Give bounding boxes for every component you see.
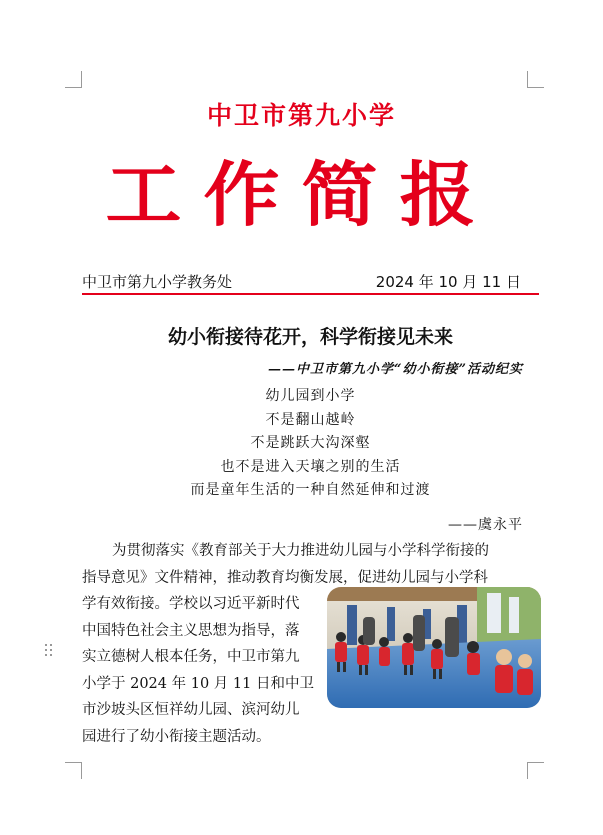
paragraph-line: 实立德树人根本任务，中卫市第九 (82, 649, 300, 665)
poem-block (82, 385, 539, 503)
poem-line: 不是翻山越岭 (265, 411, 356, 428)
photo-children-corridor-icon (327, 587, 541, 708)
crop-mark-bottom-right (527, 762, 544, 779)
poem-line: 而是童年生活的一种自然延伸和过渡 (190, 482, 431, 498)
article-title: 幼小衔接待花开，科学衔接见未来 (167, 326, 453, 348)
paragraph-line: 小学于 2024 年 10 月 11 日和中卫 (82, 675, 314, 692)
crop-mark-bottom-left (65, 762, 82, 779)
issuer-label: 中卫市第九小学教务处 (82, 273, 233, 291)
header-divider (82, 293, 539, 295)
paragraph-line: 学有效衔接。学校以习近平新时代 (82, 596, 300, 612)
poem-author: ——虞永平 (448, 517, 523, 533)
paragraph-line: 中国特色社会主义思想为指导，落 (82, 622, 300, 639)
article-subtitle: ——中卫市第九小学“幼小衔接”活动纪实 (268, 362, 523, 377)
crop-mark-top-left (65, 71, 82, 88)
crop-mark-top-right (527, 71, 544, 88)
issue-date: 2024 年 10 月 11 日 (375, 273, 521, 291)
drag-handle-icon[interactable] (45, 644, 54, 658)
poem-line: 也不是进入天壤之别的生活 (220, 458, 401, 475)
poem-line: 不是跳跃大沟深壑 (250, 435, 371, 451)
school-name: 中卫市第九小学 (206, 101, 396, 130)
paragraph-line: 园进行了幼小衔接主题活动。 (82, 728, 271, 745)
masthead-title: 工作简报 (105, 153, 498, 236)
paragraph-line: 市沙坡头区恒祥幼儿园、滨河幼儿 (82, 702, 300, 718)
poem-line: 幼儿园到小学 (265, 388, 356, 404)
paragraph-line: 为贯彻落实《教育部关于大力推进幼儿园与小学科学衔接的 (112, 543, 489, 559)
paragraph-line: 指导意见》文件精神，推动教育均衡发展，促进幼儿园与小学科 (82, 569, 488, 586)
activity-photo[interactable] (327, 587, 541, 708)
